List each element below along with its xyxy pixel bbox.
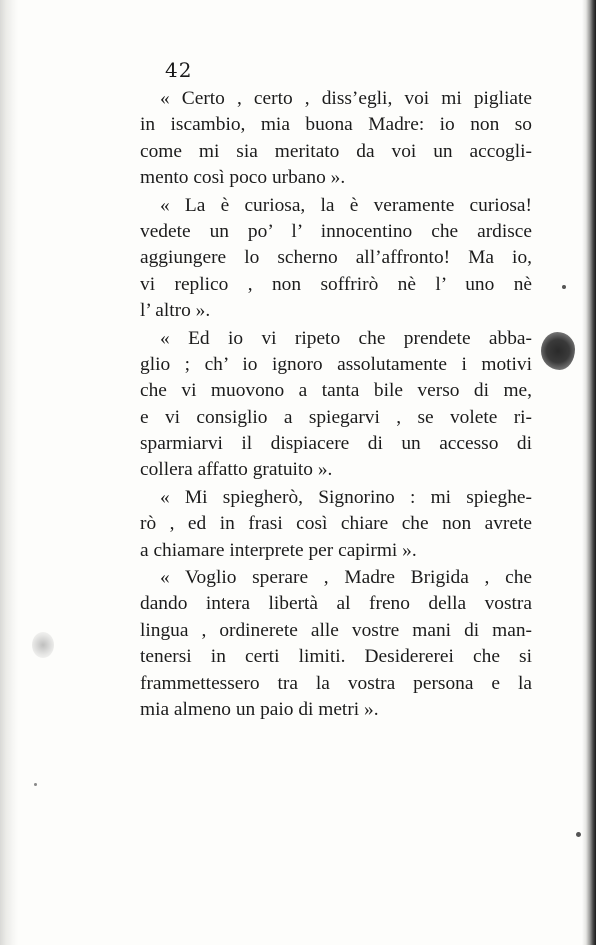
page-text	[140, 86, 532, 723]
text-line: « La è curiosa, la è veramente curiosa!	[160, 194, 532, 216]
text-line: rò , ed in frasi così chiare che non avrete	[140, 513, 532, 535]
text-line: in iscambio, mia buona Madre: io non so	[140, 114, 532, 136]
text-line: l’ altro ».	[140, 300, 211, 322]
text-line: e vi consiglio a spiegarvi , se volete ri-	[140, 406, 532, 428]
text-line: mia almeno un paio di metri ».	[140, 698, 379, 720]
paper-speck	[34, 783, 37, 786]
text-line: « Voglio sperare , Madre Brigida , che	[160, 567, 532, 589]
text-line: frammettessero tra la vostra persona e la	[140, 672, 532, 694]
paper-speck	[576, 832, 581, 837]
text-line: aggiungere lo scherno all’affronto! Ma io,	[140, 247, 532, 269]
text-line: a chiamare interprete per capirmi ».	[140, 539, 417, 561]
ink-stain	[541, 332, 575, 370]
text-line: collera affatto gratuito ».	[140, 459, 333, 481]
text-line: come mi sia meritato da voi un accogli-	[140, 140, 532, 162]
text-line: « Ed io vi ripeto che prendete abba-	[160, 327, 532, 349]
page-number: 42	[165, 58, 193, 82]
text-line: glio ; ch’ io ignoro assolutamente i motivi	[140, 353, 532, 375]
text-line: vi replico , non soffrirò nè l’ uno nè	[140, 273, 532, 295]
text-line: sparmiarvi il dispiacere di un accesso di	[140, 433, 532, 455]
text-line: che vi muovono a tanta bile verso di me,	[140, 380, 532, 402]
page-left-edge	[0, 0, 18, 945]
paper-smudge	[32, 632, 54, 658]
text-line: « Mi spiegherò, Signorino : mi spieghe-	[160, 486, 532, 508]
paper-speck	[562, 285, 566, 289]
text-line: dando intera libertà al freno della vostra	[140, 593, 532, 615]
text-line: lingua , ordinerete alle vostre mani di man-	[140, 619, 532, 641]
page-right-edge	[582, 0, 596, 945]
text-line: vedete un po’ l’ innocentino che ardisce	[140, 220, 532, 242]
text-line: tenersi in certi limiti. Desidererei che si	[140, 646, 532, 668]
text-line: « Certo , certo , diss’egli, voi mi pigliate	[160, 88, 532, 109]
text-line: mento così poco urbano ».	[140, 167, 346, 189]
